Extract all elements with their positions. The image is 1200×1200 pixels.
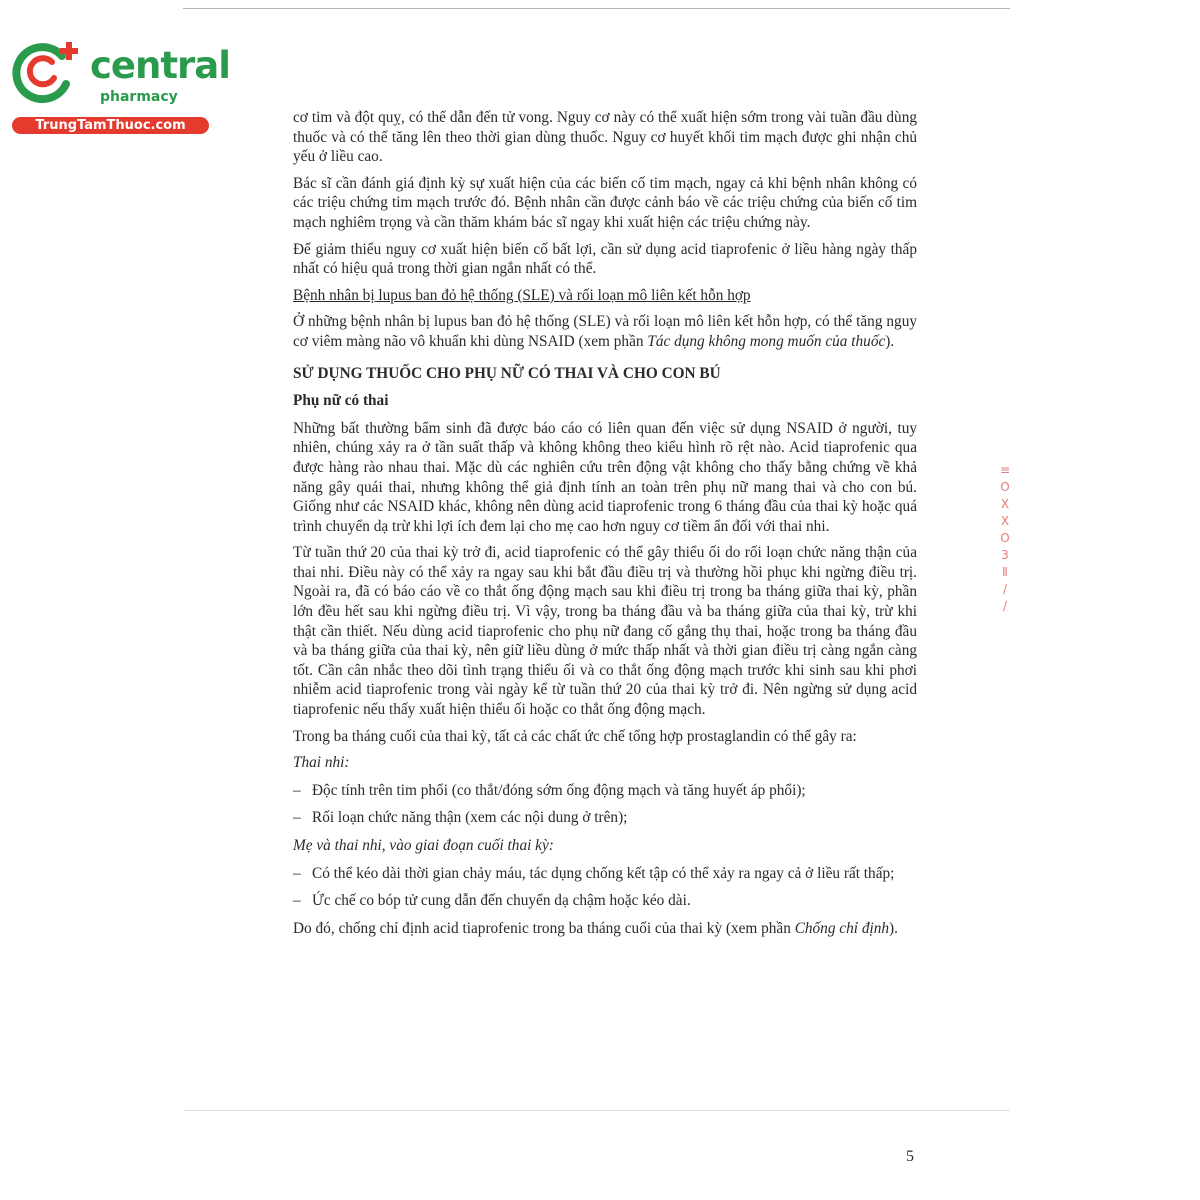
red-stamp-mark: ≡ O X X O 3 Ⅱ / /	[999, 463, 1011, 613]
paragraph-sle	[293, 312, 917, 351]
mother-fetus-label: Mẹ và thai nhi, vào giai đoạn cuối thai kỳ:	[293, 837, 554, 854]
sle-text: Ở những bệnh nhân bị lupus ban đỏ hệ thống (SLE) và rối loạn mô liên kết hỗn hợp, có thể tăng nguy cơ viêm màng não vô khuẩn khi dùng NSAID (xem phần	[293, 313, 917, 350]
fetus-item: – Rối loạn chức năng thận (xem các nội dung ở trên);	[293, 809, 628, 827]
sle-heading: Bệnh nhân bị lupus ban đỏ hệ thống (SLE) và rối loạn mô liên kết hỗn hợp	[293, 286, 751, 304]
top-rule	[183, 8, 1010, 9]
central-pharmacy-logo-icon	[10, 38, 90, 106]
document-body	[293, 108, 917, 945]
paragraph-week-20: Từ tuần thứ 20 của thai kỳ trở đi, acid tiaprofenic có thể gây thiểu ối do rối loạn chức năng thận của thai nhi. Điều này có thể xảy ra ngay sau khi bắt đầu điều trị và thường hồi phục khi ngừng điều trị. Ngoài ra, đã có báo cáo về co thắt ống động mạch sau khi điều trị trong ba tháng giữa thai kỳ, phần lớn đều hết sau khi ngừng điều trị. Vì vậy, trong ba tháng đầu và ba tháng giữa của thai kỳ, trừ khi thật cần thiết. Nếu dùng acid tiaprofenic cho phụ nữ đang cố gắng thụ thai, hoặc trong ba tháng đầu và ba tháng giữa của thai kỳ, nên giữ liều dùng ở mức thấp nhất và thời gian điều trị càng ngắn càng tốt. Cần cân nhắc theo dõi tình trạng thiểu ối và co thắt ống động mạch trước khi sinh sau khi phơi nhiễm acid tiaprofenic trong vài ngày kể từ tuần thứ 20 của thai kỳ trở đi. Nên ngừng sử dụng acid tiaprofenic nếu thấy xuất hiện thiểu ối hoặc co thắt ống động mạch.	[293, 544, 917, 719]
fetus-item: – Độc tính trên tim phổi (co thắt/đóng sớm ống động mạch và tăng huyết áp phổi);	[293, 781, 806, 799]
page-number: 5	[906, 1148, 914, 1165]
paragraph-doctor-assessment: Bác sĩ cần đánh giá định kỳ sự xuất hiện của các biến cố tim mạch, ngay cả khi bệnh nhân không có các triệu chứng tim mạch trước đó. Bệnh nhân cần được cảnh báo về các triệu chứng của biến cố tim mạch nghiêm trọng và cần thăm khám bác sĩ ngay khi xuất hiện các triệu chứng này.	[293, 174, 917, 231]
paragraph-contraindication: Do đó, chống chỉ định acid tiaprofenic trong ba tháng cuối của thai kỳ (xem phần Chống chỉ định).	[293, 919, 898, 937]
paragraph-cardiovascular-risk: cơ tim và đột quỵ, có thể dẫn đến tử vong. Nguy cơ này có thể xuất hiện sớm trong vài tuần đầu dùng thuốc và có thể tăng lên theo thời gian dùng thuốc. Nguy cơ huyết khối tim mạch được ghi nhận chủ yếu ở liều cao.	[293, 109, 917, 166]
bottom-rule	[183, 1110, 1010, 1111]
mother-item: – Có thể kéo dài thời gian chảy máu, tác dụng chống kết tập có thể xảy ra ngay cả ở liều rất thấp;	[293, 864, 895, 882]
mother-item: – Ức chế co bóp tử cung dẫn đến chuyển dạ chậm hoặc kéo dài.	[293, 892, 691, 910]
logo	[10, 38, 230, 138]
section-heading: SỬ DỤNG THUỐC CHO PHỤ NỮ CÓ THAI VÀ CHO CON BÚ	[293, 364, 721, 382]
pregnant-women-heading: Phụ nữ có thai	[293, 392, 389, 410]
brand-subtitle: pharmacy	[100, 89, 178, 105]
site-url-banner: TrungTamThuoc.com	[12, 117, 209, 134]
paragraph-third-trimester: Trong ba tháng cuối của thai kỳ, tất cả các chất ức chế tổng hợp prostaglandin có thể gây ra:	[293, 727, 857, 745]
fetus-label: Thai nhi:	[293, 754, 350, 772]
contraindication-reference: Chống chỉ định	[794, 919, 890, 937]
sle-end: ).	[885, 332, 895, 350]
paragraph-congenital-abnormalities: Những bất thường bẩm sinh đã được báo cáo có liên quan đến việc sử dụng NSAID ở người, tuy nhiên, chúng xảy ra ở tần suất thấp và không không theo kiểu hình rõ rệt nào. Acid tiaprofenic qua được hàng rào nhau thai. Mặc dù các nghiên cứu trên động vật không cho thấy bằng chứng về khả năng gây quái thai, nhưng không thể giả định tính an toàn trên phụ nữ mang thai và cho con bú. Giống như các NSAID khác, không nên dùng acid tiaprofenic trong 6 tháng đầu của thai kỳ hoặc quá trình chuyển dạ trừ khi lợi ích đem lại cho mẹ cao hơn nguy cơ tiềm ẩn đối với thai nhi.	[293, 419, 917, 535]
paragraph-lowest-dose: Để giảm thiểu nguy cơ xuất hiện biến cố bất lợi, cần sử dụng acid tiaprofenic ở liều hàng ngày thấp nhất có hiệu quả trong thời gian ngắn nhất có thể.	[293, 240, 917, 278]
sle-reference: Tác dụng không mong muốn của thuốc	[647, 332, 886, 350]
brand-name: central	[90, 44, 230, 87]
